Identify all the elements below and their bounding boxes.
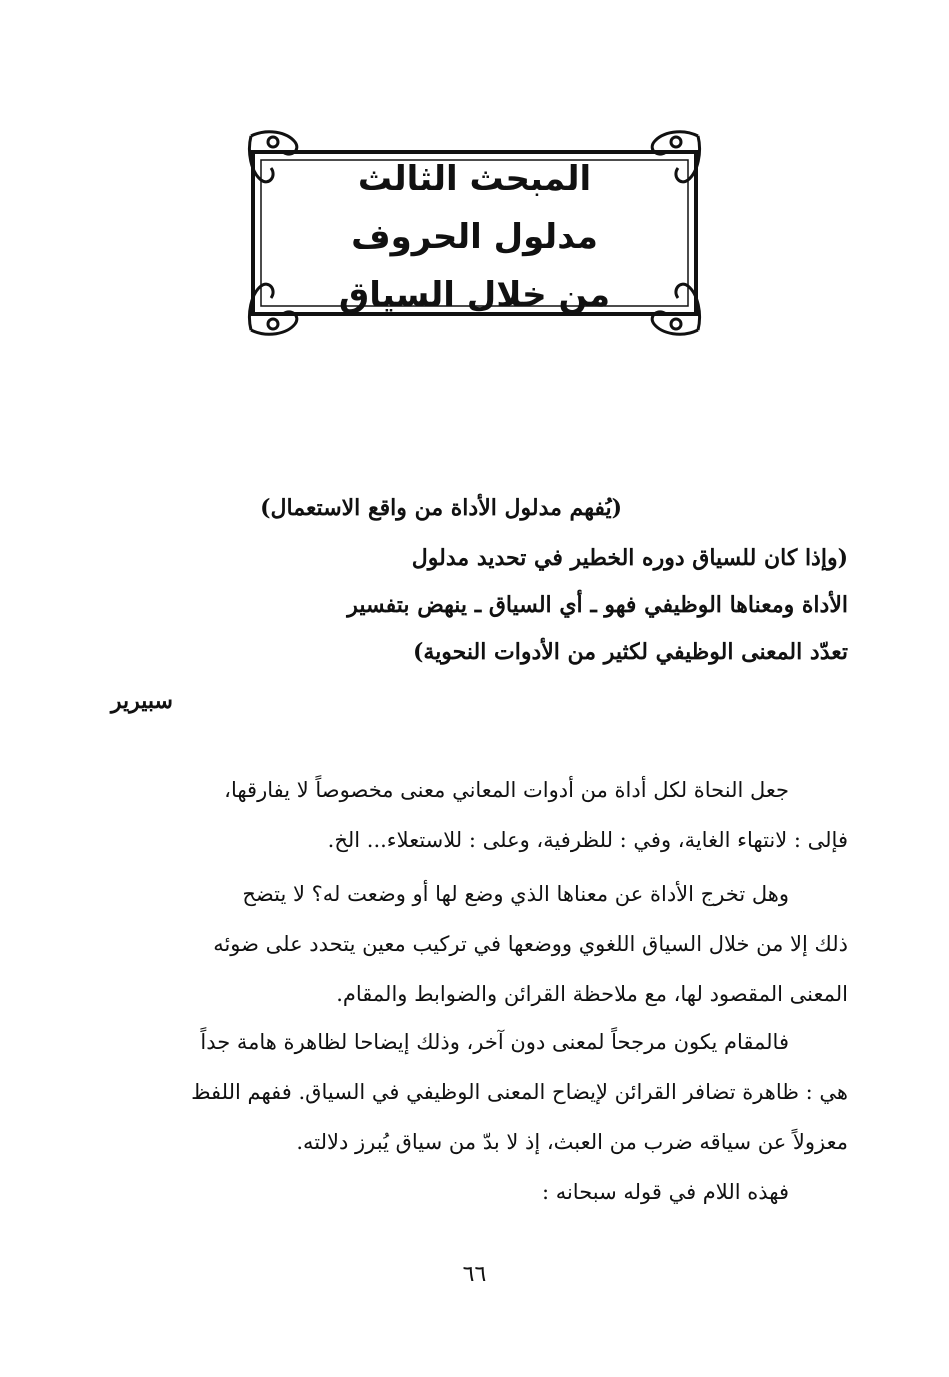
title-line-3: من خلال السياق <box>338 275 611 315</box>
quote-line-4: تعدّد المعنى الوظيفي لكثير من الأدوات النحوية) <box>412 639 848 665</box>
chapter-title <box>247 150 702 324</box>
body-line-1: جعل النحاة لكل أداة من أدوات المعاني معنى مخصوصاً لا يفارقها، <box>224 778 789 802</box>
page-number: ٦٦ <box>462 1262 487 1287</box>
body-line-9: فهذه اللام في قوله سبحانه : <box>541 1180 789 1204</box>
body-line-8: معزولاً عن سياقه ضرب من العبث، إذ لا بدّ من سياق يُبرز دلالته. <box>296 1130 848 1154</box>
chapter-title-frame <box>247 128 702 338</box>
body-line-3: وهل تخرج الأداة عن معناها الذي وضع لها أو وضعت له؟ لا يتضح <box>242 882 789 906</box>
title-line-1: المبحث الثالث <box>357 159 592 199</box>
body-line-5: المعنى المقصود لها، مع ملاحظة القرائن والضوابط والمقام. <box>336 982 848 1006</box>
quote-line-2: (وإذا كان للسياق دوره الخطير في تحديد مدلول <box>411 545 848 571</box>
body-line-4: ذلك إلا من خلال السياق اللغوي ووضعها في تركيب معين يتحدد على ضوئه <box>213 932 848 956</box>
quote-attribution: سبيرير <box>110 688 173 714</box>
title-line-2: مدلول الحروف <box>351 217 598 257</box>
body-line-7: هي : ظاهرة تضافر القرائن لإيضاح المعنى الوظيفي في السياق. ففهم اللفظ <box>191 1080 848 1104</box>
quote-line-3: الأداة ومعناها الوظيفي فهو ـ أي السياق ـ ينهض بتفسير <box>347 592 848 618</box>
body-line-2: فإلى : لانتهاء الغاية، وفي : للظرفية، وعلى : للاستعلاء... الخ. <box>327 828 848 852</box>
body-line-6: فالمقام يكون مرجحاً لمعنى دون آخر، وذلك إيضاحا لظاهرة هامة جداً <box>200 1030 789 1054</box>
quote-line-1: (يُفهم مدلول الأداة من واقع الاستعمال) <box>260 495 622 521</box>
